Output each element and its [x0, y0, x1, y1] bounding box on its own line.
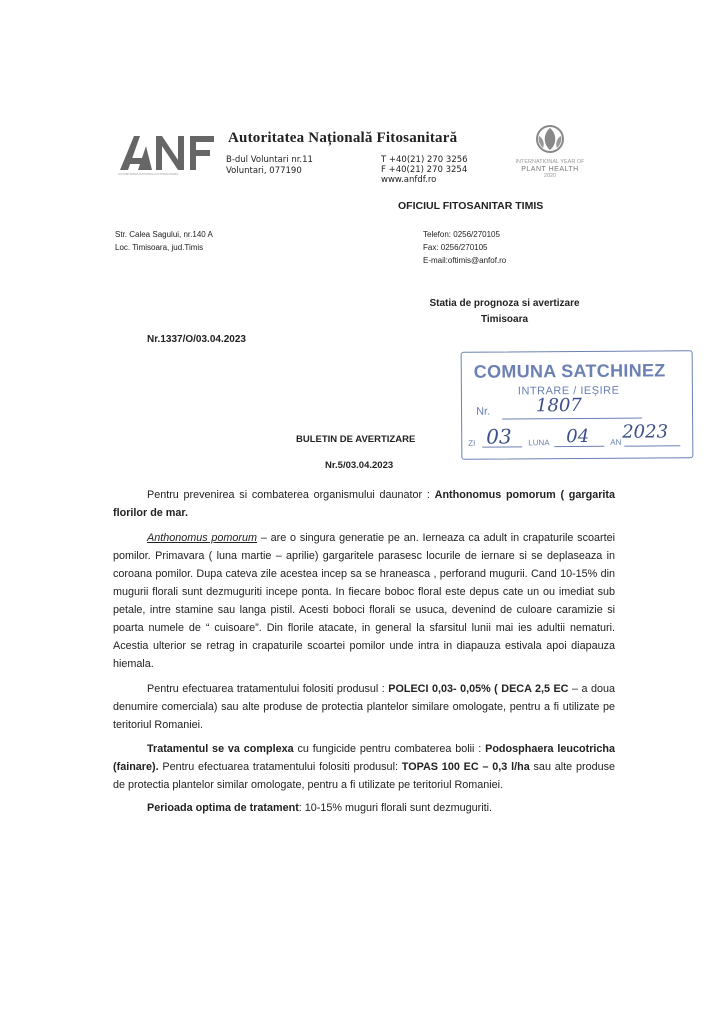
- office-street: Str. Calea Sagului, nr.140 A: [115, 230, 213, 239]
- stamp-nr-label: Nr.: [476, 405, 491, 418]
- stamp-zi-label: ZI: [468, 438, 476, 448]
- fungicide-intro: cu fungicide pentru combaterea bolii :: [293, 743, 486, 755]
- station-name: [412, 296, 597, 328]
- authority-contacts: [381, 155, 468, 185]
- stamp-title: COMUNA SATCHINEZ: [473, 360, 666, 382]
- plant-health-logo: [510, 124, 590, 184]
- iyph-line: INTERNATIONAL YEAR OF: [515, 159, 585, 165]
- period-text: : 10-15% muguri florali sunt dezmuguriti.: [298, 802, 493, 814]
- website: www.anfdf.ro: [381, 175, 437, 185]
- anf-logo: [118, 128, 218, 178]
- fungicide-tail: sau alte produse de protectia plantelor similar omologate, pentru a fi utilizate pe teritoriul Romaniei.: [113, 761, 616, 791]
- authority-name: Autoritatea Națională Fitosanitară: [228, 130, 458, 146]
- stamp-subtitle: INTRARE / IEȘIRE: [517, 384, 620, 398]
- stamp-an-label: AN: [610, 437, 622, 447]
- station-city: Timisoara: [480, 314, 529, 325]
- fungicide-product: TOPAS 100 EC – 0,3 l/ha: [401, 761, 530, 773]
- disease-name: Podosphaera leucotricha (fainare).: [113, 743, 616, 773]
- bulletin-number: Nr.5/03.04.2023: [325, 460, 394, 471]
- iyph-year: 2020: [543, 173, 557, 179]
- station-line: Statia de prognoza si avertizare: [429, 298, 580, 309]
- stamp-an-value: 2023: [622, 421, 669, 443]
- paragraph-biology: [113, 529, 615, 673]
- leaf-emblem-icon: [533, 124, 567, 154]
- biology-text: – are o singura generatie pe an. Ierneaza ca adult in crapaturile scoartei pomilor. Primavara ( luna martie – aprilie) gargaritele parasesc locurile de iernare si se deplaseaza in coroana pomilor. Dupa cateva zile acestea incep sa se hraneasca , perforand mugurii. Cand 10-15% din mugurii florali sunt dezmuguriti incepe ponta. In fiecare boboc floral este depus cate un ou imediat sub petale, intre stamine sau langa pistil. Acesti boboci florali se usuca, devenind de culoare caramizie si poarta numele de “ cuisoare”. Din florile atacate, in general la sfarsitul lunii mai ies adultii nematuri. Acestia ulterior se retrag in crapaturile scoartei pomilor unde intra in diapauza estivala apoi diapauza hiemala.: [113, 532, 615, 670]
- complex-label: Tratamentul se va complexa: [147, 743, 294, 755]
- stamp-nr-value: 1807: [535, 394, 582, 417]
- paragraph-treatment: [113, 680, 615, 734]
- reference-number: Nr.1337/O/03.04.2023: [147, 334, 246, 345]
- registration-stamp: [461, 350, 694, 460]
- period-label: Perioada optima de tratament: [147, 802, 299, 814]
- iyph-title: PLANT HEALTH: [521, 166, 579, 173]
- treatment-text: – a doua denumire comerciala) sau alte produse de protectia plantelor similare omologate, pentru a fi utilizate pe teritoriul Romaniei.: [113, 683, 616, 731]
- product-name: POLECI 0,03- 0,05% ( DECA 2,5 EC: [388, 683, 569, 695]
- stamp-luna-value: 04: [566, 425, 590, 448]
- office-fax: Fax: 0256/270105: [423, 243, 488, 252]
- species-name: Anthonomus pomorum: [147, 532, 258, 544]
- pest-name: Anthonomus pomorum ( gargarita florilor de mar.: [113, 489, 615, 519]
- office-phone: Telefon: 0256/270105: [423, 230, 500, 239]
- paragraph-period: [113, 799, 615, 817]
- stamp-zi-value: 03: [486, 424, 512, 449]
- logo-caption: AUTORITATEA NATIONALA FITOSANITARA: [118, 172, 179, 176]
- office-address: [115, 228, 213, 254]
- address-line: Voluntari, 077190: [226, 166, 302, 176]
- bulletin-title: BULETIN DE AVERTIZARE: [296, 434, 416, 445]
- phone-number: T +40(21) 270 3256: [381, 155, 468, 165]
- treatment-intro: Pentru efectuarea tratamentului folositi produsul :: [147, 683, 389, 695]
- stamp-an-line: [624, 445, 680, 446]
- fax-number: F +40(21) 270 3254: [381, 165, 468, 175]
- office-name: OFICIUL FITOSANITAR TIMIS: [398, 200, 544, 212]
- authority-address: [226, 155, 313, 177]
- paragraph-fungicide: [113, 740, 615, 794]
- address-line: B-dul Voluntari nr.11: [226, 155, 313, 165]
- office-locality: Loc. Timisoara, jud.Timis: [115, 243, 204, 252]
- office-email: E-mail:oftimis@anfof.ro: [423, 256, 507, 265]
- fungicide-text: Pentru efectuarea tratamentului folositi produsul:: [158, 761, 402, 773]
- paragraph-pest: [113, 486, 615, 522]
- stamp-nr-line: [502, 418, 642, 420]
- stamp-luna-label: LUNA: [528, 438, 550, 448]
- office-contact: [423, 228, 506, 267]
- pest-intro: Pentru prevenirea si combaterea organismului daunator :: [147, 489, 435, 501]
